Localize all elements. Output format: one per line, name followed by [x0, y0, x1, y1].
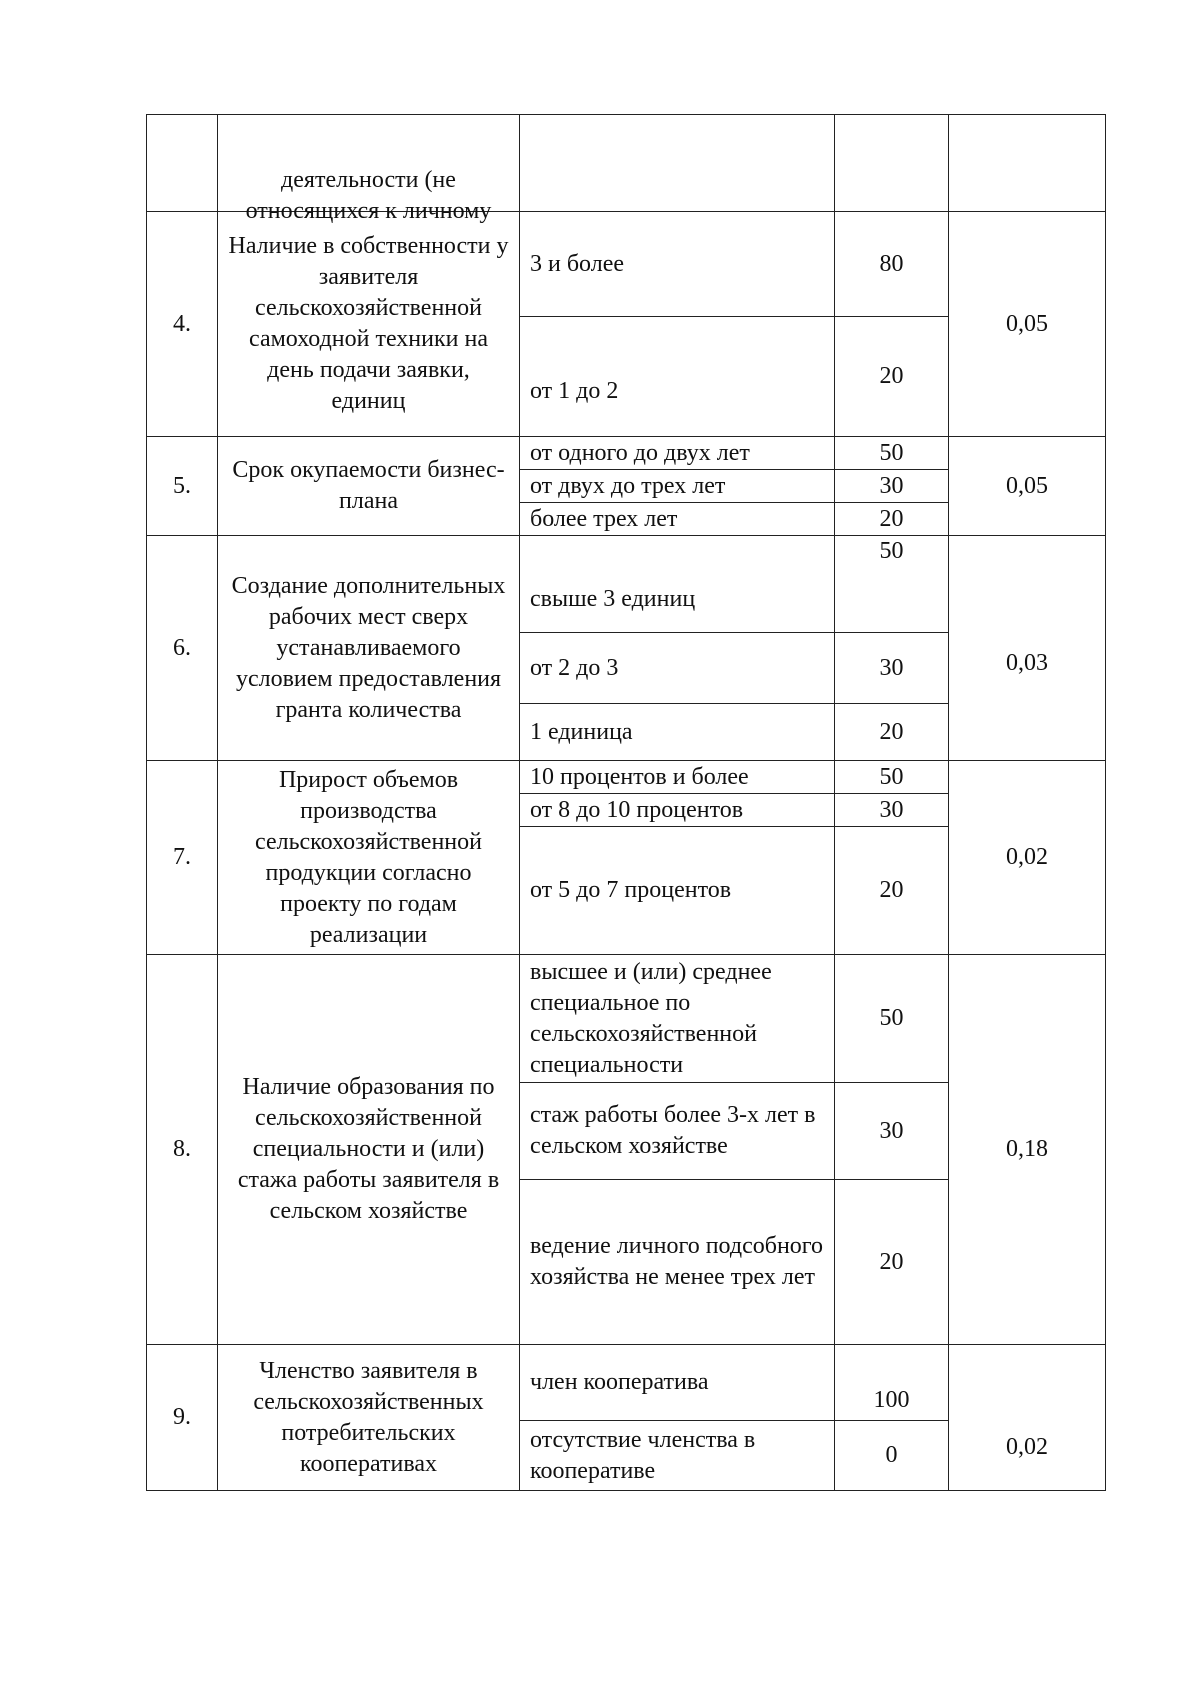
criterion-name: Прирост объемов производства сельскохозяйственной продукции согласно проекту по годам реализации — [218, 761, 520, 955]
option-score: 50 — [835, 536, 949, 633]
option-label: член кооператива — [520, 1345, 835, 1421]
table-row — [147, 536, 1106, 633]
option-score: 20 — [835, 1180, 949, 1345]
option-score: 30 — [835, 633, 949, 704]
criterion-number: 7. — [147, 761, 218, 955]
criterion-name: Наличие образования по сельскохозяйственной специальности и (или) стажа работы заявителя в сельском хозяйстве — [218, 955, 520, 1345]
option-label: высшее и (или) среднее специальное по сельскохозяйственной специальности — [520, 955, 835, 1083]
criterion-number: 4. — [147, 212, 218, 437]
table-row — [147, 437, 1106, 470]
criterion-weight: 0,05 — [949, 437, 1106, 536]
criterion-number: 8. — [147, 955, 218, 1345]
option-score: 0 — [835, 1421, 949, 1491]
cell-num-empty — [147, 115, 218, 212]
option-label: от двух до трех лет — [520, 470, 835, 503]
option-label: стаж работы более 3-х лет в сельском хозяйстве — [520, 1083, 835, 1180]
table-row-continuation — [147, 115, 1106, 212]
option-score: 50 — [835, 437, 949, 470]
criterion-weight: 0,02 — [949, 761, 1106, 955]
option-score: 20 — [835, 317, 949, 437]
option-label: ведение личного подсобного хозяйства не менее трех лет — [520, 1180, 835, 1345]
option-score: 20 — [835, 827, 949, 955]
option-label: свыше 3 единиц — [520, 536, 835, 633]
criterion-continued-line-1: деятельности (не — [281, 167, 456, 193]
option-label: от 5 до 7 процентов — [520, 827, 835, 955]
table-row — [147, 761, 1106, 794]
option-label: 3 и более — [520, 212, 835, 317]
cell-option-empty — [520, 115, 835, 212]
criterion-name: Создание дополнительных рабочих мест сверх устанавливаемого условием предоставления гранта количества — [218, 536, 520, 761]
criterion-name: Наличие в собственности у заявителя сельскохозяйственной самоходной техники на день подачи заявки, единиц — [218, 212, 520, 437]
cell-weight-empty — [949, 115, 1106, 212]
criterion-weight: 0,03 — [949, 536, 1106, 761]
option-score: 30 — [835, 1083, 949, 1180]
option-label: 10 процентов и более — [520, 761, 835, 794]
table-row — [147, 1345, 1106, 1421]
criterion-number: 6. — [147, 536, 218, 761]
option-label: от одного до двух лет — [520, 437, 835, 470]
option-score: 50 — [835, 761, 949, 794]
option-score: 100 — [835, 1345, 949, 1421]
criterion-name: Срок окупаемости бизнес-плана — [218, 437, 520, 536]
criterion-weight: 0,05 — [949, 212, 1106, 437]
option-label: отсутствие членства в кооперативе — [520, 1421, 835, 1491]
option-label: более трех лет — [520, 503, 835, 536]
criterion-number: 9. — [147, 1345, 218, 1491]
option-score: 80 — [835, 212, 949, 317]
option-label: от 1 до 2 — [520, 317, 835, 437]
option-score: 30 — [835, 470, 949, 503]
criterion-continued-line-2: относящихся к личному — [245, 198, 492, 224]
criterion-weight: 0,02 — [949, 1345, 1106, 1491]
cell-criterion-continued — [218, 115, 520, 224]
criteria-table — [146, 114, 1106, 1491]
cell-score-empty — [835, 115, 949, 212]
option-label: от 8 до 10 процентов — [520, 794, 835, 827]
option-label: от 2 до 3 — [520, 633, 835, 704]
option-label: 1 единица — [520, 704, 835, 761]
criterion-number: 5. — [147, 437, 218, 536]
criterion-name: Членство заявителя в сельскохозяйственных потребительских кооперативах — [218, 1345, 520, 1491]
option-score: 30 — [835, 794, 949, 827]
option-score: 20 — [835, 704, 949, 761]
option-score: 20 — [835, 503, 949, 536]
option-score: 50 — [835, 955, 949, 1083]
table-row — [147, 212, 1106, 317]
table-row — [147, 955, 1106, 1083]
criterion-weight: 0,18 — [949, 955, 1106, 1345]
